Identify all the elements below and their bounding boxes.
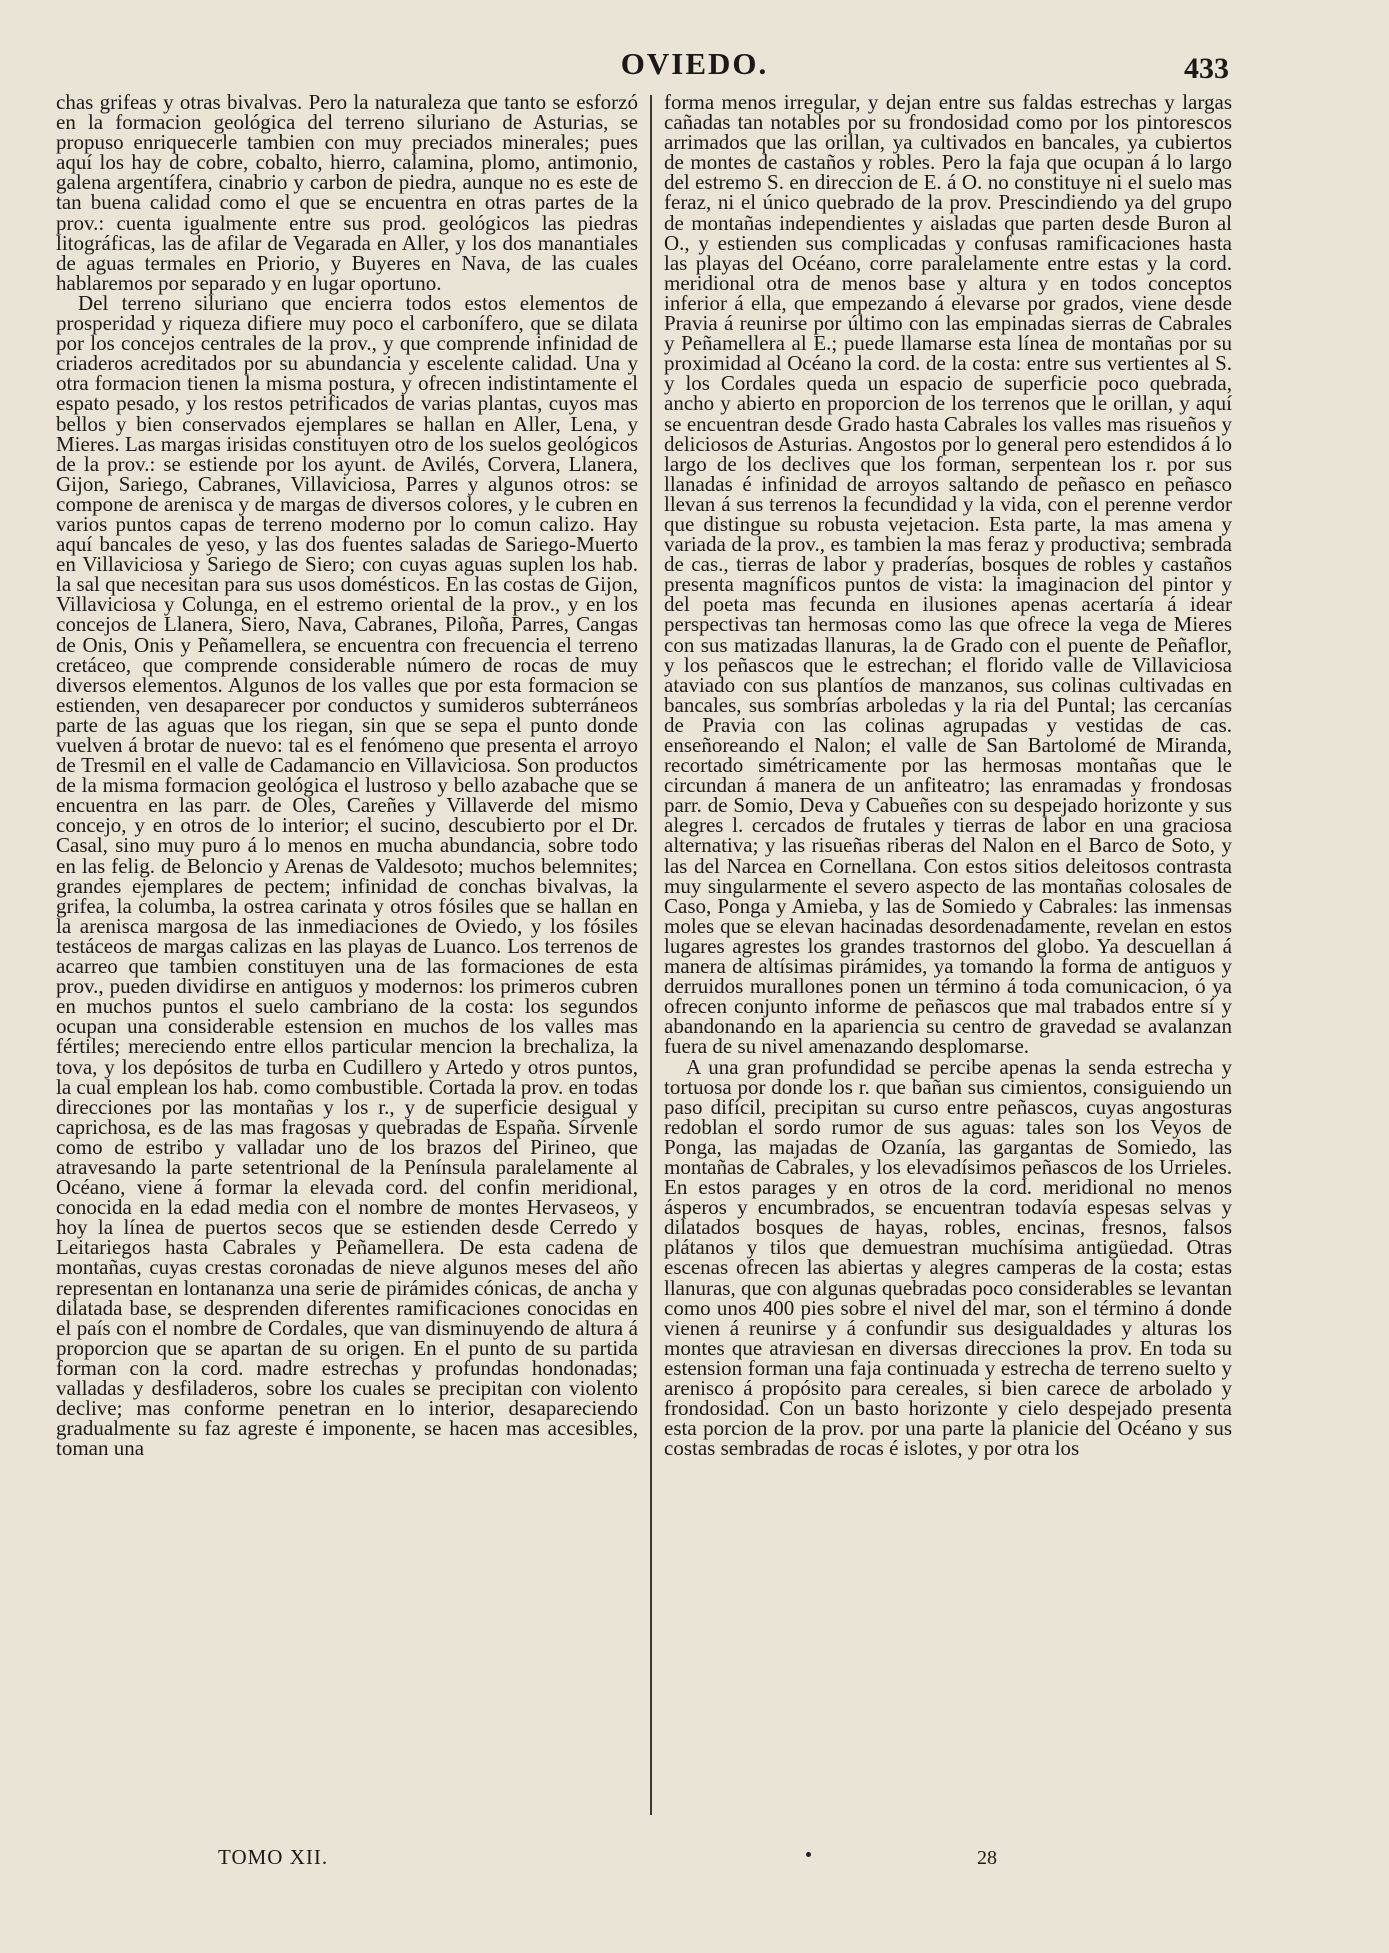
right-column bbox=[664, 92, 1232, 1807]
column-divider bbox=[650, 95, 652, 1815]
printer-mark bbox=[806, 1852, 811, 1857]
paragraph: A una gran profundidad se percibe apenas la senda estrecha y tortuosa por donde los r. que bañan sus cimientos, consiguiendo un paso difícil, precipitan su curso entre peñascos, cuyas angosturas redoblan el sordo rumor de sus aguas: tales son los Veyos de Ponga, las majadas de Ozanía, las gargantas de Somiedo, las montañas de Cabrales, y los elevadísimos peñascos de los Urrieles. En estos parages y en otros de la cord. meridional no menos ásperos y encumbrados, se encuentran todavía espesas selvas y dilatados bosques de hayas, robles, encinas, fresnos, falsos plátanos y tilos que demuestran muchísima antigüedad. Otras escenas ofrecen las abiertas y alegres camperas de la costa; estas llanuras, que con algunas quebradas poco considerables se levantan como unos 400 pies sobre el nivel del mar, son el término á donde vienen á reunirse y á confundir sus desigualdades y alturas los montes que atraviesan en diversas direcciones la prov. En toda su estension forman una faja continuada y estrecha de terreno suelto y arenisco á propósito para cereales, si bien carece de arbolado y frondosidad. Con un basto horizonte y cielo despejado presenta esta porcion de la prov. por una parte la planicie del Océano y sus costas sembradas de rocas é islotes, y por otra los bbox=[664, 1054, 1232, 1461]
paragraph: forma menos irregular, y dejan entre sus faldas estrechas y largas cañadas tan notables por su frondosidad como por los pintorescos arrimados que las orillan, ya cultivados en bancales, ya cubiertos de montes de castaños y robles. Pero la faja que ocupan á lo largo del estremo S. en direccion de E. á O. no constituye ni el suelo mas feraz, ni el único quebrado de la prov. Prescindiendo ya del grupo de montañas independientes y aisladas que parten desde Buron al O., y estienden sus complicadas y confusas ramificaciones hasta las playas del Océano, corre paralelamente entre estas y la cord. meridional otra de menos base y altura y en todos conceptos inferior á ella, que empezando á elevarse por grados, viene desde Pravia á reunirse por último con las empinadas sierras de Cabrales y Peñamellera al E.; puede llamarse esta línea de montañas por su proximidad al Océano la cord. de la costa: entre sus vertientes al S. y los Cordales queda un espacio de superficie poco quebrada, ancho y abierto en proporcion de los terrenos que le orillan, y aquí se encuentran desde Grado hasta Cabrales los valles mas risueños y deliciosos de Asturias. Angostos por lo general pero estendidos á lo largo de los declives que los forman, serpentean los r. por sus llanadas é infinidad de arroyos saltando de peñasco en peñasco llevan á sus terrenos la fecundidad y la vida, con el perenne verdor que distingue su robusta vejetacion. Esta parte, la mas amena y variada de la prov., es tambien la mas feraz y productiva; sembrada de cas., tierras de labor y praderías, bosques de robles y castaños presenta magníficos puntos de vista: la imaginacion del pintor y del poeta mas fecunda en ilusiones apenas acertaría á idear perspectivas tan hermosas como las que ofrece la vega de Mieres con sus matizadas llanuras, la de Grado con el puente de Peñaflor, y los peñascos que le estrechan; el florido valle de Villaviciosa ataviado con sus plantíos de manzanos, sus colinas cultivadas en bancales, sus sombrías arboledas y la ria del Puntal; las cercanías de Pravia con las colinas agrupadas y vestidas de cas. enseñoreando el Nalon; el valle de San Bartolomé de Miranda, recortado simétricamente por las hermosas montañas que le circundan á manera de un anfiteatro; las enramadas y frondosas parr. de Somio, Deva y Cabueñes con su despejado horizonte y sus alegres l. cercados de frutales y tierras de labor en una graciosa alternativa; y las risueñas riberas del Nalon en el Barco de Soto, y las del Narcea en Cornellana. Con estos sitios deleitosos contrasta muy singularmente el severo aspecto de las montañas colosales de Caso, Ponga y Amieba, y las de Somiedo y Cabrales: las inmensas moles que se elevan hacinadas desordenadamente, revelan en estos lugares agrestes los grandes trastornos del globo. Ya descuellan á manera de altísimas pirámides, ya tomando la forma de antiguos y derruidos murallones ponen un término á toda comunicacion, ó ya ofrecen conjunto informe de peñascos que mal trabados entre sí y abandonando en la apariencia su centro de gravedad se avalanzan fuera de su nivel amenazando desplomarse. bbox=[664, 92, 1232, 1059]
page-number: 433 bbox=[1184, 52, 1229, 85]
left-column bbox=[56, 92, 638, 1807]
paragraph: chas grifeas y otras bivalvas. Pero la naturaleza que tanto se esforzó en la formacion geológica del terreno siluriano de Asturias, se propuso enriquecerle tambien con muy preciados minerales; pues aquí los hay de cobre, cobalto, hierro, calamina, plomo, antimonio, galena argentífera, cinabrio y carbon de piedra, aunque no es este de tan buena calidad como el que se encuentra en otras partes de la prov.: cuenta igualmente entre sus prod. geológicos las piedras litográficas, las de afilar de Vegarada en Aller, y los dos manantiales de aguas termales en Priorio, y Buyeres en Nava, de las cuales hablaremos por separado y en lugar oportuno. bbox=[56, 92, 638, 295]
volume-label: TOMO XII. bbox=[218, 1845, 329, 1869]
running-title: OVIEDO. bbox=[620, 46, 769, 81]
paragraph: Del terreno siluriano que encierra todos estos elementos de prosperidad y riqueza difiere muy poco el carbonífero, que se dilata por los concejos centrales de la prov., y que comprende infinidad de criaderos acreditados por su abundancia y escelente calidad. Una y otra formacion tienen la misma postura, y ofrecen indistintamente el espato pesado, y los restos petrificados de varias plantas, cuyos mas bellos y bien conservados ejemplares se hallan en Aller, Lena, y Mieres. Las margas irisidas constituyen otro de los suelos geológicos de la prov.: se estiende por los ayunt. de Avilés, Corvera, Llanera, Gijon, Sariego, Cabranes, Villaviciosa, Parres y algunos otros: se compone de arenisca y de margas de diversos colores, y le cubren en varios puntos capas de terreno moderno por lo comun calizo. Hay aquí bancales de yeso, y las dos fuentes saladas de Sariego-Muerto en Villaviciosa y Sariego de Siero; con cuyas aguas suplen los hab. la sal que necesitan para sus usos domésticos. En las costas de Gijon, Villaviciosa y Colunga, en el estremo oriental de la prov., y en los concejos de Llanera, Siero, Nava, Cabranes, Piloña, Parres, Cangas de Onis, Onis y Peñamellera, se encuentra con frecuencia el terreno cretáceo, que comprende considerable número de rocas de muy diversos elementos. Algunos de los valles que por esta formacion se estienden, ven desaparecer por conductos y sumideros subterráneos parte de las aguas que los riegan, sin que se sepa el punto donde vuelven á brotar de nuevo: tal es el fenómeno que presenta el arroyo de Tresmil en el valle de Cadamancio en Villaviciosa. Son productos de la misma formacion geológica el lustroso y bello azabache que se encuentra en las parr. de Oles, Careñes y Villaverde del mismo concejo, y en otros de lo interior; el sucino, descubierto por el Dr. Casal, sino muy puro á lo menos en mucha abundancia, sobre todo en las felig. de Beloncio y Arenas de Valdesoto; muchos belemnites; grandes ejemplares de pectem; infinidad de conchas bivalvas, la grifea, la columba, la ostrea carinata y otros fósiles que se hallan en la arenisca margosa de las inmediaciones de Oviedo, y los fósiles testáceos de margas calizas en las playas de Luanco. Los terrenos de acarreo que tambien constituyen una de las formaciones de esta prov., pueden dividirse en antiguos y modernos: los primeros cubren en muchos puntos el suelo cambriano de la costa: los segundos ocupan una considerable estension en muchos de los valles mas fértiles; mereciendo entre ellos particular mencion la brechaliza, la tova, y los depósitos de turba en Cudillero y Artedo y otros puntos, la cual emplean los hab. como combustible. Cortada la prov. en todas direcciones por las montañas y los r., y de superficie desigual y caprichosa, es de las mas fragosas y quebradas de España. Sírvenle como de estribo y valladar uno de los brazos del Pirineo, que atravesando la parte setentrional de la Península paralelamente al Océano, viene á formar la elevada cord. del confin meridional, conocida en la edad media con el nombre de montes Hervaseos, y hoy la línea de puertos secos que se estienden desde Cerredo y Leitariegos hasta Cabrales y Peñamellera. De esta cadena de montañas, cuyas crestas coronadas de nieve algunos meses del año representan en lontananza una serie de pirámides cónicas, de ancha y dilatada base, se desprenden diferentes ramificaciones conocidas en el país con el nombre de Cordales, que van disminuyendo de altura á proporcion que se apartan de su origen. En el punto de su partida forman con la cord. madre estrechas y profundas hondonadas; valladas y desfiladeros, sobre los cuales se precipitan con violento declive; mas conforme penetran en lo interior, desapareciendo gradualmente su faz agreste é imponente, se hacen mas accesibles, toman una bbox=[56, 290, 638, 1461]
signature-mark: 28 bbox=[977, 1847, 997, 1869]
